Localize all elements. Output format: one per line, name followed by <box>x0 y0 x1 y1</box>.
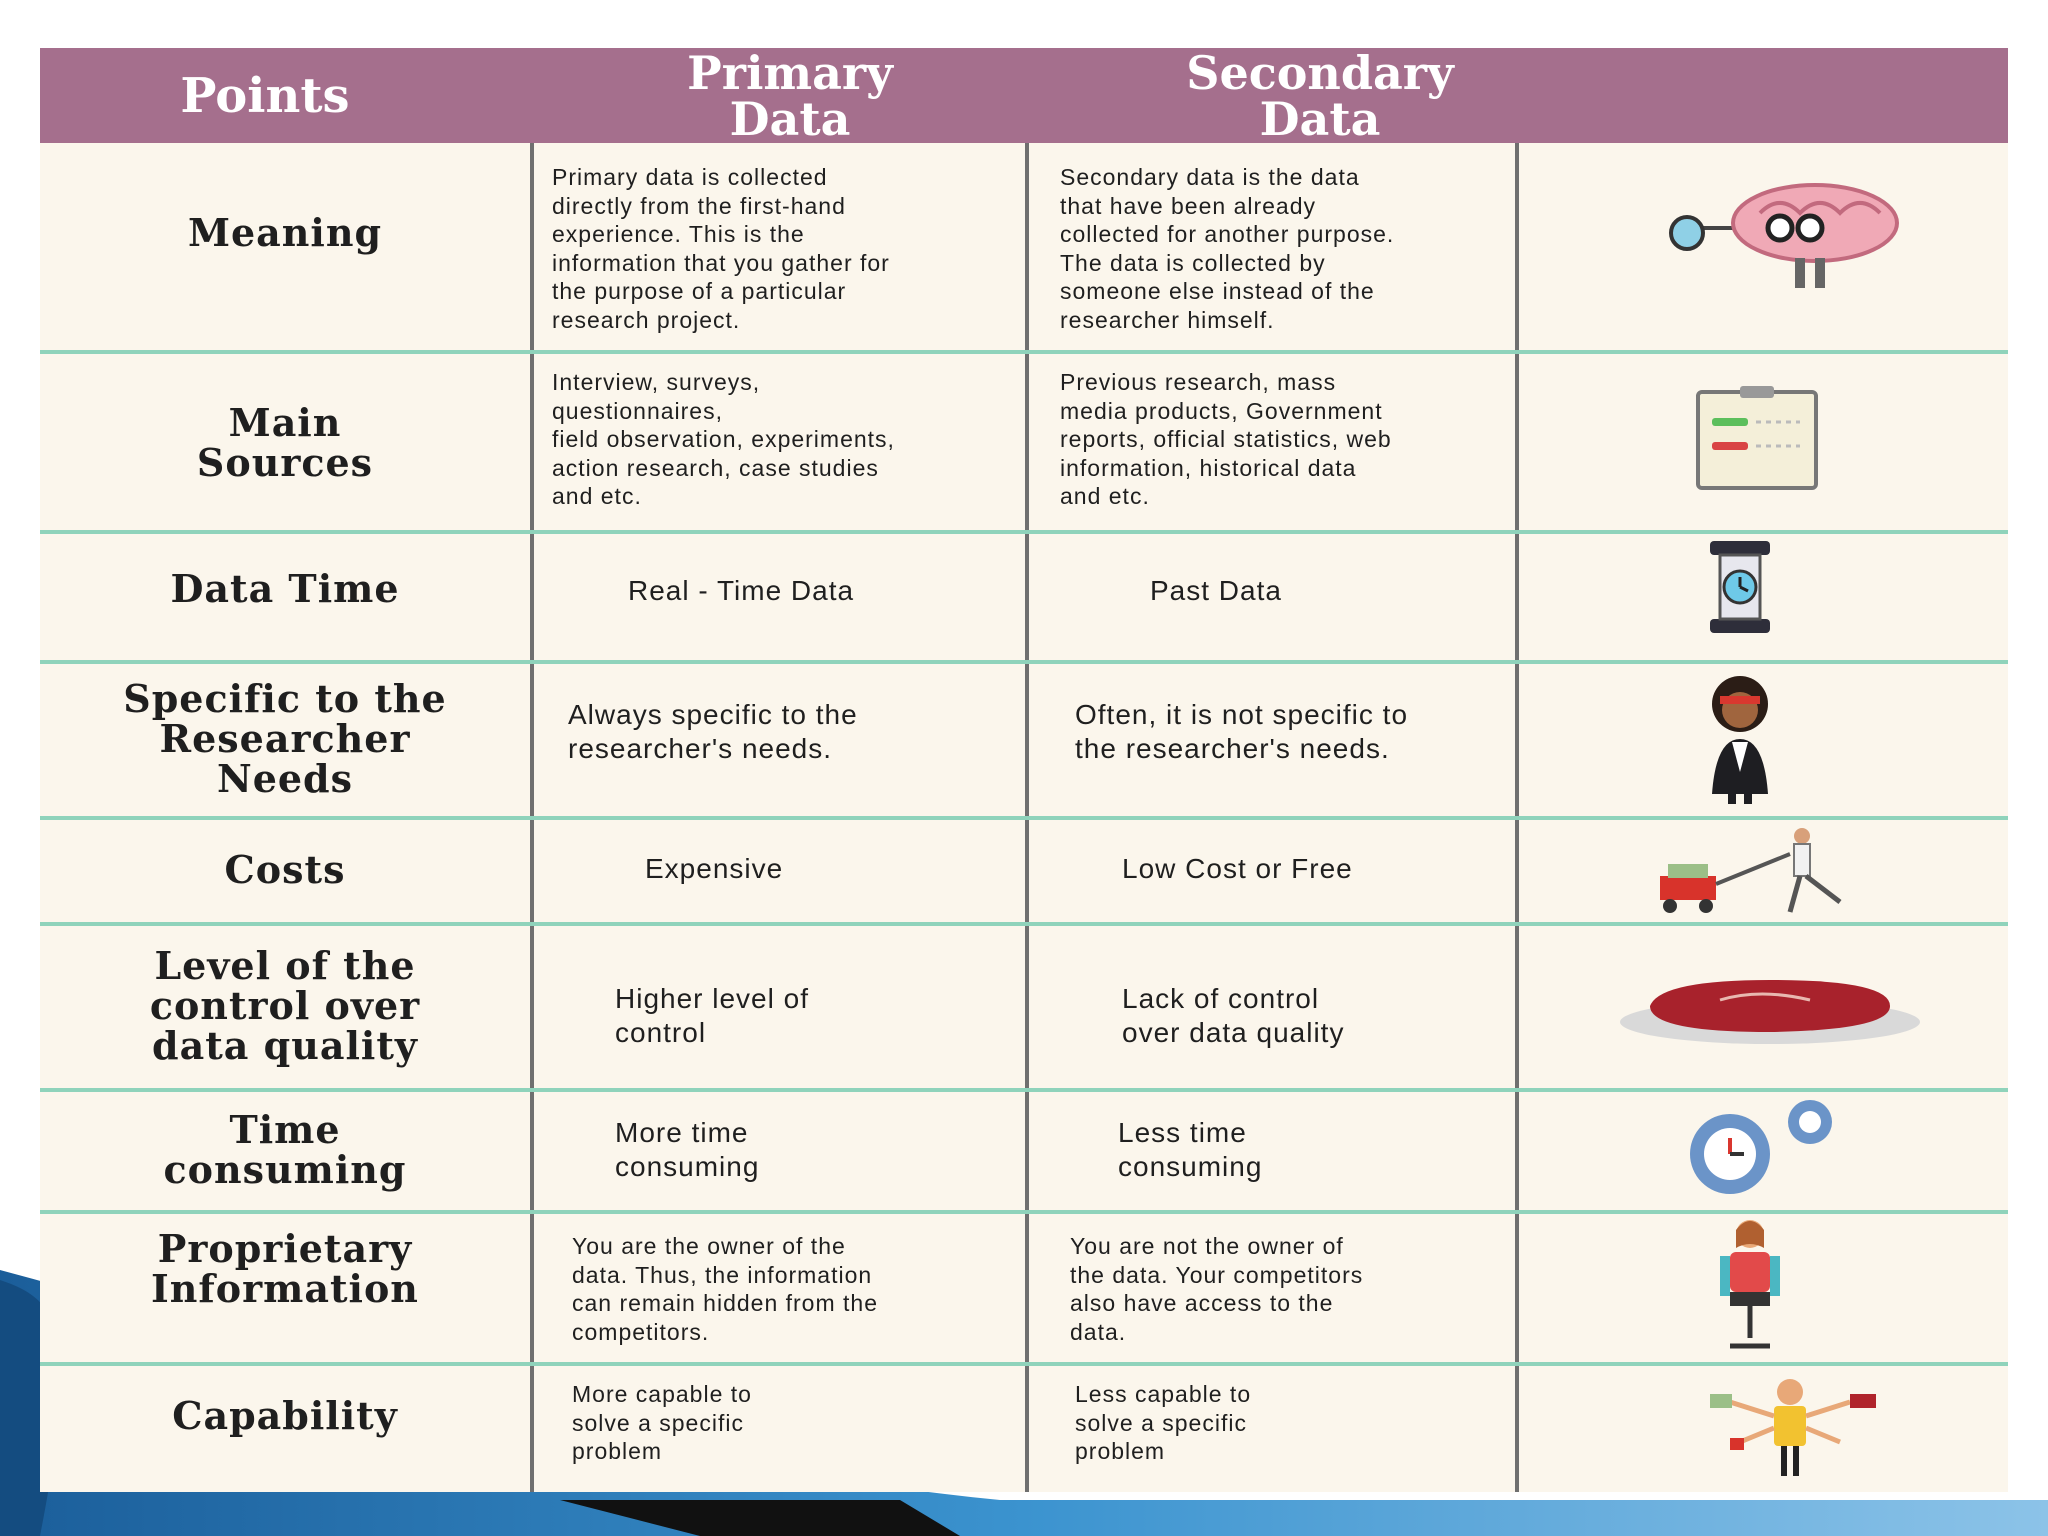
row-secondary: Often, it is not specific to the researcher's needs. <box>1075 699 1409 764</box>
money-cart-man-icon <box>1650 824 1870 920</box>
row-point: Time consuming <box>163 1107 407 1192</box>
header-primary-data: Primary Data <box>687 45 893 146</box>
row-primary: More time consuming <box>615 1117 760 1182</box>
comparison-table <box>40 45 2008 1492</box>
row-point: Costs <box>224 847 346 893</box>
row-secondary: Lack of control over data quality <box>1122 983 1345 1048</box>
gears-clock-icon <box>1660 1098 1860 1202</box>
table-row <box>40 1092 2008 1208</box>
woman-in-chair-icon <box>1700 1216 1800 1356</box>
row-secondary: Less time consuming <box>1118 1117 1263 1182</box>
row-primary: More capable to solve a specific problem <box>572 1381 752 1464</box>
table-row <box>40 354 2008 532</box>
row-point: Proprietary Information <box>151 1226 419 1311</box>
row-secondary: Past Data <box>1150 575 1282 606</box>
row-primary: Expensive <box>645 853 784 884</box>
table-header <box>40 45 2008 146</box>
multitasking-person-icon <box>1690 1372 1890 1482</box>
row-primary: Primary data is collected directly from the first-hand experience. This is the information that you gather for the purpose of a particular research project. <box>552 164 890 333</box>
table-row <box>40 1366 2008 1492</box>
researcher-woman-icon <box>1690 674 1790 806</box>
table-row <box>40 534 2008 662</box>
table-row <box>40 926 2008 1086</box>
row-primary: Real - Time Data <box>628 575 855 606</box>
table-row <box>40 820 2008 922</box>
table-row <box>40 1214 2008 1360</box>
row-point: Data Time <box>170 566 400 612</box>
row-secondary: Less capable to solve a specific problem <box>1075 1381 1252 1464</box>
meat-steak-icon <box>1610 956 1930 1056</box>
row-secondary: Secondary data is the data that have been already collected for another purpose. The data is collected by someone else instead of the researcher himself. <box>1060 164 1395 333</box>
row-point: Meaning <box>187 210 383 256</box>
row-secondary: Previous research, mass media products, Government reports, official statistics, web information, historical data and etc. <box>1060 369 1392 509</box>
clipboard-icon <box>1670 384 1830 494</box>
brain-scientist-icon <box>1665 183 1935 293</box>
header-secondary-data: Secondary Data <box>1186 45 1454 146</box>
row-point: Main Sources <box>196 400 374 485</box>
row-point: Capability <box>172 1393 398 1439</box>
row-primary: Higher level of control <box>615 983 809 1048</box>
header-points: Points <box>180 67 350 124</box>
hourglass-clock-icon <box>1690 539 1790 635</box>
row-primary: Interview, surveys, questionnaires, field observation, experiments, action research, case studies and etc. <box>552 369 895 509</box>
row-point: Level of the control over data quality <box>149 943 421 1068</box>
row-secondary: You are not the owner of the data. Your competitors also have access to the data. <box>1070 1233 1364 1345</box>
row-primary: You are the owner of the data. Thus, the information can remain hidden from the competitors. <box>572 1233 878 1345</box>
row-point: Specific to the Researcher Needs <box>123 676 447 801</box>
table-row <box>40 664 2008 814</box>
row-primary: Always specific to the researcher's needs. <box>568 699 858 764</box>
row-secondary: Low Cost or Free <box>1122 853 1353 884</box>
